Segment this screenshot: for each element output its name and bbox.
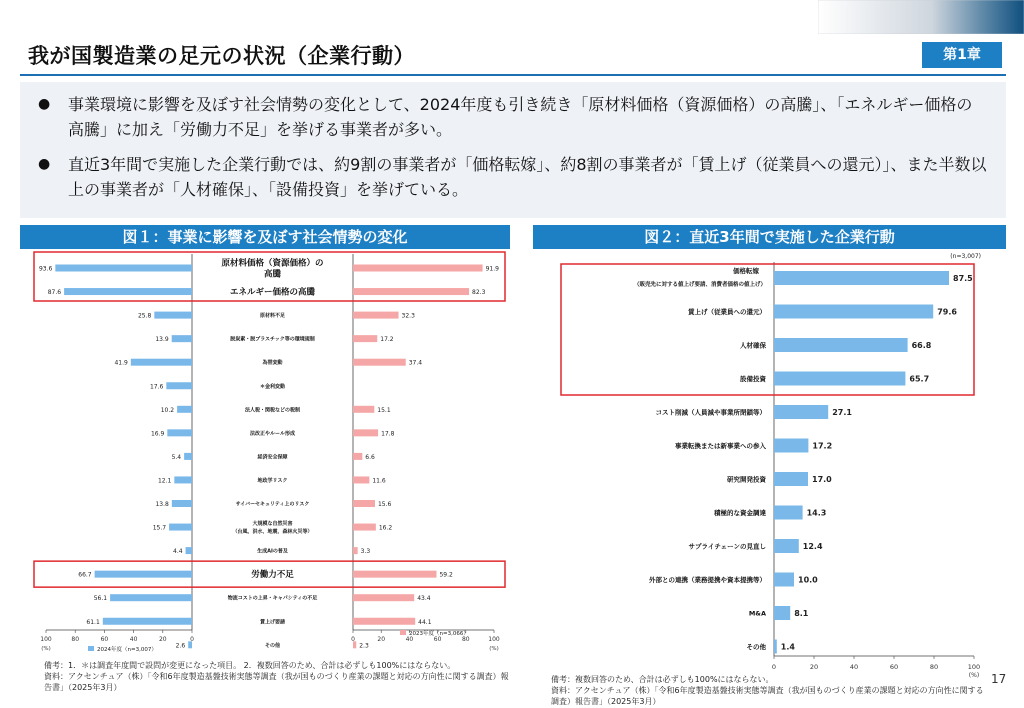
fig2-heading: 図２：直近3年間で実施した企業行動 <box>533 225 1006 249</box>
x-tick-label: 20 <box>377 636 386 643</box>
chapter-badge: 第1章 <box>922 42 1002 68</box>
category-label: （販売先に対する値上げ要請、消費者価格の値上げ） <box>633 282 766 288</box>
data-label-2024: 25.8 <box>137 312 152 320</box>
data-label-2024: 17.6 <box>149 383 164 391</box>
legend-swatch-2024 <box>88 646 94 651</box>
x-tick-label: 100 <box>40 636 52 643</box>
category-label: 原材料価格（資源価格）の <box>221 258 324 269</box>
data-label: 10.0 <box>798 575 818 585</box>
data-label-2023: 15.6 <box>377 501 392 508</box>
bar-2024 <box>55 265 192 272</box>
bar <box>774 606 790 620</box>
category-label: 脱炭素・脱プラスチック等の環境規制 <box>230 336 315 343</box>
page-title: 我が国製造業の足元の状況（企業行動） <box>28 44 415 68</box>
category-label: ＊金利変動 <box>259 383 286 390</box>
fig1-chart <box>20 250 512 658</box>
x-tick-label: 0 <box>351 636 355 643</box>
legend-label-2023: 2023年度（n=3,066） <box>409 631 469 637</box>
data-label-2023: 17.2 <box>380 336 394 344</box>
category-label: その他 <box>746 643 766 651</box>
category-label: M&A <box>748 609 766 618</box>
data-label-2023: 16.2 <box>378 524 393 532</box>
bar <box>774 338 908 352</box>
fig2-source: 資料：アクセンチュア（株）「令和6年度製造基盤技術実態等調査（我が国ものづくり産業の課題と対応の方向性に関する調査）報告書」（2025年3月） <box>551 686 984 706</box>
data-label-2024: 66.7 <box>78 571 92 579</box>
bar <box>774 472 808 486</box>
bar-2024 <box>172 335 192 342</box>
bar-2023 <box>353 429 378 436</box>
data-label-2024: 2.6 <box>175 642 186 650</box>
data-label-2023: 2.3 <box>359 642 369 650</box>
data-label: 17.2 <box>812 441 833 451</box>
bar-2023 <box>353 335 377 342</box>
bar-2024 <box>172 500 192 507</box>
data-label-2024: 87.6 <box>47 289 62 297</box>
bar <box>774 573 794 587</box>
data-label: 17.0 <box>812 475 832 484</box>
data-label-2023: 91.9 <box>485 265 499 273</box>
title-underline <box>20 74 1006 76</box>
category-label: 法人税・関税などの税制 <box>244 407 301 414</box>
bar-2023 <box>353 500 375 507</box>
bar <box>774 271 949 285</box>
category-label: 地政学リスク <box>257 477 288 484</box>
fig1-note: 備考：1．＊は調査年度間で設問が変更になった項目。 2．複数回答のため、合計は必ずしも100%にはならない。 <box>44 661 456 670</box>
data-label: 65.7 <box>909 374 930 384</box>
fig1-source: 資料：アクセンチュア（株）「令和6年度製造基盤技術実態等調査（我が国ものづくり産業の課題と対応の方向性に関する調査）報告書」（2025年3月） <box>44 672 509 692</box>
x-tick-label: 100 <box>488 636 500 643</box>
category-label: 物流コストの上昇・キャパシティの不足 <box>227 595 318 602</box>
data-label-2024: 13.8 <box>155 501 169 508</box>
category-label: 研究開発投資 <box>727 475 766 484</box>
category-label: 賃上げ（従業員への還元） <box>688 308 766 316</box>
unit-label: (%) <box>968 672 980 678</box>
category-label: 外部との連携（業務提携や資本提携等） <box>649 576 766 584</box>
bar <box>774 305 933 319</box>
x-tick-label: 80 <box>929 663 939 671</box>
data-label: 14.3 <box>806 508 827 518</box>
data-label-2024: 15.7 <box>152 524 167 532</box>
legend-label-2024: 2024年度（n=3,007） <box>97 647 157 653</box>
data-label-2024: 13.9 <box>155 336 169 344</box>
bar <box>774 539 799 553</box>
bar-2023 <box>353 594 414 601</box>
category-label: 大規模な自然災害 <box>252 521 293 528</box>
bar-2023 <box>353 288 469 295</box>
category-label: 原材料不足 <box>259 313 286 320</box>
category-label: （台風、洪水、地震、森林火災等） <box>232 529 313 536</box>
data-label: 27.1 <box>832 408 852 417</box>
data-label-2024: 4.4 <box>173 548 183 556</box>
category-label: 経済安全保障 <box>257 454 288 461</box>
category-label: 労働力不足 <box>251 570 294 581</box>
legend-swatch-2023 <box>400 630 406 635</box>
bar-2024 <box>177 406 192 413</box>
category-label: 法改正やルール形成 <box>250 430 295 437</box>
bullet-dot-icon: ● <box>38 96 51 112</box>
summary-text: 事業環境に影響を及ぼす社会情勢の変化として、2024年度も引き続き「原材料価格（資源価格）の高騰」、「エネルギー価格の高騰」に加え「労働力不足」を挙げる事業者が多い。 <box>68 95 973 139</box>
category-label: 価格転嫁 <box>733 267 759 275</box>
bar <box>774 439 808 453</box>
bar <box>774 640 777 654</box>
category-label: エネルギー価格の高騰 <box>229 287 316 298</box>
category-label: 人材確保 <box>740 341 766 350</box>
summary-box <box>20 82 1006 218</box>
category-label: 為替変動 <box>262 360 283 367</box>
bar-2024 <box>95 571 192 578</box>
category-label: 積極的な資金調達 <box>714 509 766 517</box>
data-label-2024: 5.4 <box>171 453 182 461</box>
bar-2023 <box>353 359 406 366</box>
category-label: サプライチェーンの見直し <box>688 542 766 551</box>
data-label-2023: 32.3 <box>401 312 415 320</box>
page-number: 17 <box>991 672 1007 686</box>
bar-2023 <box>353 476 369 483</box>
data-label-2023: 59.2 <box>439 571 453 579</box>
data-label-2023: 6.6 <box>365 453 375 461</box>
data-label-2024: 10.2 <box>160 406 175 414</box>
data-label: 87.5 <box>953 274 973 283</box>
data-label-2024: 12.1 <box>157 477 172 485</box>
x-tick-label: 20 <box>809 663 819 671</box>
bar-2023 <box>353 265 483 272</box>
x-tick-label: 40 <box>129 636 138 643</box>
x-tick-label: 60 <box>433 636 442 643</box>
unit-label: (%) <box>489 646 499 652</box>
bar-2024 <box>64 288 192 295</box>
summary-bullet-2 <box>38 152 988 202</box>
fig1-heading: 図１：事業に影響を及ぼす社会情勢の変化 <box>20 225 510 249</box>
category-label: その他 <box>264 642 281 649</box>
bar-2024 <box>103 618 192 625</box>
data-label: 8.1 <box>794 609 809 618</box>
bar-2024 <box>166 382 192 389</box>
bullet-dot-icon: ● <box>38 156 51 172</box>
summary-bullet-1 <box>38 92 988 142</box>
data-label-2023: 44.1 <box>418 618 432 626</box>
x-tick-label: 40 <box>405 636 414 643</box>
data-label: 79.6 <box>937 307 957 317</box>
n-label: (n=3,007) <box>950 253 981 260</box>
bar <box>774 506 803 520</box>
data-label-2023: 43.4 <box>417 595 431 603</box>
category-label: 高騰 <box>263 269 282 280</box>
bar-2024 <box>167 429 192 436</box>
bar-2023 <box>353 618 415 625</box>
data-label-2023: 37.4 <box>408 359 423 367</box>
header-decoration <box>818 0 1024 34</box>
bar-2023 <box>353 406 374 413</box>
data-label-2024: 16.9 <box>150 430 165 438</box>
bar-2024 <box>186 547 192 554</box>
bar-2023 <box>353 312 399 319</box>
bar-2023 <box>353 524 376 531</box>
x-tick-label: 80 <box>71 636 80 643</box>
category-label: 生成AIの普及 <box>257 548 288 555</box>
bar-2024 <box>131 359 192 366</box>
data-label-2024: 61.1 <box>86 618 100 626</box>
data-label: 12.4 <box>802 542 823 551</box>
x-tick-label: 60 <box>889 663 899 671</box>
bar-2023 <box>353 453 362 460</box>
data-label-2023: 15.1 <box>377 406 391 414</box>
data-label-2023: 3.3 <box>360 548 371 556</box>
bar <box>774 405 828 419</box>
x-tick-label: 100 <box>967 663 981 671</box>
bar-2024 <box>174 476 192 483</box>
fig1-notes <box>44 660 514 693</box>
category-label: 賃上げ要請 <box>259 619 286 626</box>
x-tick-label: 60 <box>100 636 109 643</box>
x-tick-label: 80 <box>461 636 470 643</box>
data-label-2023: 17.8 <box>381 430 395 438</box>
bar-2024 <box>169 524 192 531</box>
bar-2024 <box>110 594 192 601</box>
x-tick-label: 0 <box>190 636 194 643</box>
bar-2023 <box>353 571 436 578</box>
data-label-2024: 93.6 <box>38 265 53 273</box>
x-tick-label: 0 <box>771 663 777 671</box>
category-label: 設備投資 <box>740 375 766 383</box>
data-label-2023: 11.6 <box>372 477 386 485</box>
bar <box>774 372 905 386</box>
x-tick-label: 40 <box>849 663 859 671</box>
summary-text: 直近3年間で実施した企業行動では、約9割の事業者が「価格転嫁」、約8割の事業者が「賃上げ（従業員への還元）」、また半数以上の事業者が「人材確保」、「設備投資」を挙げている。 <box>68 155 987 199</box>
bar-2023 <box>353 547 358 554</box>
fig2-chart <box>533 250 1006 678</box>
category-label: サイバーセキュリティ上のリスク <box>235 501 310 508</box>
bar-2024 <box>184 453 192 460</box>
data-label: 1.4 <box>780 642 795 652</box>
category-label: 事業転換または新事業への参入 <box>675 442 766 450</box>
unit-label: (%) <box>41 646 51 652</box>
fig2-note: 備考：複数回答のため、合計は必ずしも100%にはならない。 <box>551 675 774 684</box>
data-label-2023: 82.3 <box>472 289 486 297</box>
fig2-notes <box>551 674 991 707</box>
data-label-2024: 56.1 <box>93 595 108 603</box>
x-tick-label: 20 <box>158 636 167 643</box>
category-label: コスト削減（人員減や事業所閉鎖等） <box>655 408 766 417</box>
data-label-2024: 41.9 <box>114 359 128 367</box>
bar-2024 <box>154 312 192 319</box>
data-label: 66.8 <box>911 341 932 350</box>
